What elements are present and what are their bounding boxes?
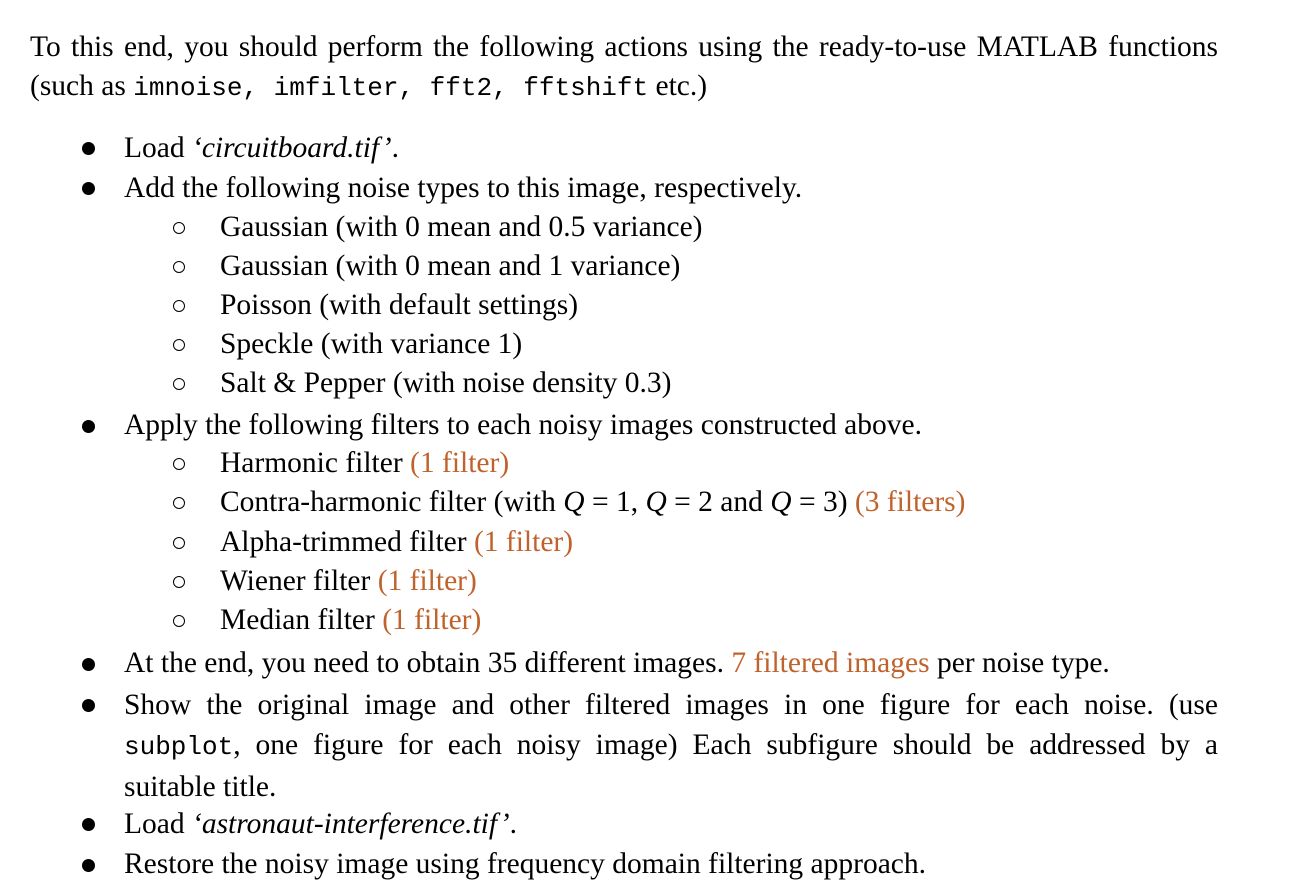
noise-item: Gaussian (with 0 mean and 1 variance): [220, 250, 681, 282]
bullet-dot: [82, 142, 95, 155]
bullet-restore: Restore the noisy image using frequency domain filtering approach.: [124, 848, 927, 880]
sub-bullet-circle: [173, 378, 185, 390]
bullet-end-count: At the end, you need to obtain 35 different images. 7 filtered images per noise type.: [124, 647, 1110, 679]
bullet-dot: [82, 182, 95, 195]
noise-item: Salt & Pepper (with noise density 0.3): [220, 367, 672, 399]
filename-circuitboard: ‘circuitboard.tif’: [192, 132, 392, 164]
intro-code-functions: imnoise, imfilter, fft2, fftshift: [133, 73, 649, 103]
sub-bullet-circle: [173, 458, 185, 470]
noise-item: Poisson (with default settings): [220, 289, 579, 321]
filename-astronaut: ‘astronaut-interference.tif’: [192, 808, 510, 840]
bullet-dot: [82, 658, 95, 671]
intro-paragraph: [30, 28, 1218, 108]
bullet-dot: [82, 699, 95, 712]
sub-bullet-circle: [173, 497, 185, 509]
bullet-show-figures: Show the original image and other filtered images in one figure for each noise. (use subplot, one figure for each noisy image) Each subfigure should be addressed by a suitable title.: [124, 689, 1218, 803]
bullet-load-astronaut: Load ‘astronaut-interference.tif’.: [124, 808, 517, 840]
sub-bullet-circle: [173, 339, 185, 351]
intro-text-end: etc.): [648, 70, 708, 102]
filter-median: Median filter (1 filter): [220, 604, 482, 636]
bullet-dot: [82, 420, 95, 433]
filter-alpha-trimmed: Alpha-trimmed filter (1 filter): [220, 526, 574, 558]
noise-item: Speckle (with variance 1): [220, 328, 523, 360]
code-subplot: subplot: [124, 732, 234, 762]
noise-item: Gaussian (with 0 mean and 0.5 variance): [220, 211, 703, 243]
bullet-apply-filters: Apply the following filters to each noisy images constructed above.: [124, 409, 922, 441]
bullet-dot: [82, 818, 95, 831]
intro-text: To this end, you should perform the following actions using the ready-to-use MATLAB functions (such as: [30, 31, 1218, 102]
sub-bullet-circle: [173, 615, 185, 627]
sub-bullet-circle: [173, 537, 185, 549]
filter-contra-harmonic: Contra-harmonic filter (with Q = 1, Q = 2 and Q = 3) (3 filters): [220, 486, 966, 518]
sub-bullet-circle: [173, 261, 185, 273]
filter-wiener: Wiener filter (1 filter): [220, 565, 477, 597]
sub-bullet-circle: [173, 300, 185, 312]
sub-bullet-circle: [173, 576, 185, 588]
bullet-add-noise: Add the following noise types to this image, respectively.: [124, 172, 803, 204]
filter-harmonic: Harmonic filter (1 filter): [220, 447, 510, 479]
sub-bullet-circle: [173, 222, 185, 234]
bullet-dot: [82, 859, 95, 872]
bullet-load-circuitboard: Load ‘circuitboard.tif’.: [124, 132, 399, 164]
